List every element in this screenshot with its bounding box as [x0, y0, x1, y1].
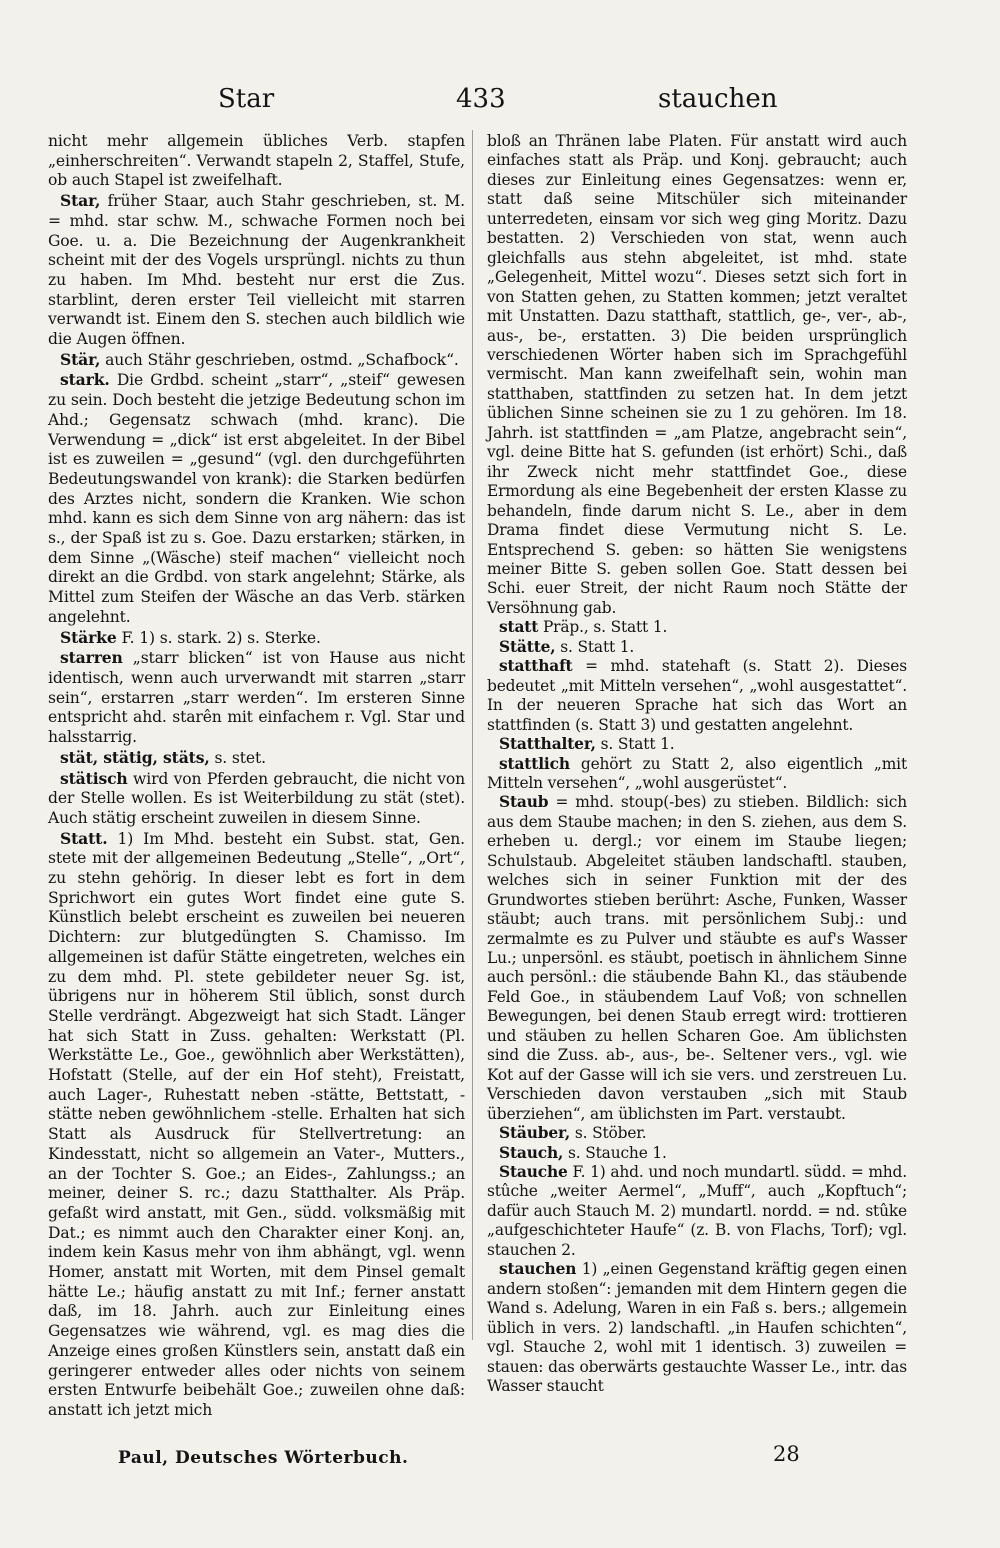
header-right-word: stauchen — [658, 84, 778, 114]
dictionary-entry — [48, 648, 465, 748]
entry-headword: stark. — [60, 370, 110, 390]
entry-headword: Stäuber, — [499, 1124, 571, 1143]
dictionary-entry — [487, 1163, 907, 1260]
entry-text: = mhd. statehaft (s. Statt 2). Dieses bedeutet „mit Mitteln versehen“, „wohl ausgestattet“. In der neueren Sprache hat sich das Wort an stattfinden (s. Statt 3) und gestatten angelehnt. — [487, 657, 907, 734]
entry-headword: stät, stätig, stäts, — [60, 747, 210, 767]
dictionary-entry — [487, 1260, 907, 1396]
entry-headword: Staub — [499, 793, 549, 812]
dictionary-entry — [48, 370, 465, 627]
entry-headword: stattlich — [499, 754, 570, 773]
entry-text: bloß an Thränen labe Platen. Für anstatt wird auch einfaches statt als Präp. und Konj. gebraucht; auch dieses zur Einleitung eines Gegensatzes: wenn er, statt daß seine Mitschüler sich miteinander unterredeten, einsam vor sich weg ging Moritz. Dazu bestatten. 2) Verschieden von stat, wenn auch gleichfalls aus stehn abgeleitet, ist mhd. state „Gelegenheit, Mittel wozu“. Dieses setzt sich fort in von Statten gehen, zu Statten kommen; jetzt veraltet mit Unstatten. Dazu statthaft, stattlich, ge-, ver-, ab-, aus-, be-, erstatten. 3) Die beiden ursprünglich verschiedenen Wörter haben sich im Sprachgefühl vermischt. Man kann zweifelhaft sein, wohin man statthaben, stattfinden zu setzen hat. In dem jetzt üblichen Sinne scheinen sie zu 1 zu gehören. Im 18. Jahrh. ist stattfinden = „am Platze, angebracht sein“, vgl. deine Bitte hat S. gefunden (ist erhört) Schi., daß ihr Zweck nicht mehr stattfindet Goe., diese Ermordung als eine Begebenheit der ersten Klasse zu behandeln, finde darum nicht S. Le., aber in dem Drama findet diese Vermutung nicht S. Le. Entsprechend S. geben: so hätten Sie wenigstens meiner Bitte S. geben sollen Goe. Statt dessen bei Schi. euer Streit, der nicht Raum noch Stätte der Versöhnung gab. — [487, 132, 907, 617]
left-column — [48, 132, 465, 1421]
entry-headword: Stär, — [60, 349, 101, 369]
dictionary-entry — [48, 350, 465, 371]
entry-text: = mhd. stoup(-bes) zu stieben. Bildlich: sich aus dem Staube machen; in den S. ziehen, aus dem S. erheben u. dergl.; vor einem im Staube liegen; Schulstaub. Abgeleitet stäuben landschaftl. stauben, welches sich in seiner Funktion mit der des Grundwortes stieben berührt: Asche, Funken, Wasser stäubt; auch trans. mit persönlichem Subj.: und zermalmte es zu Pulver und stäubte es auf's Wasser Lu.; unpersönl. es stäubt, poetisch in ähnlichem Sinne auch persönl.: die stäubende Bahn Kl., das stäubende Feld Goe., in stäubendem Lauf Voß; von schnellen Bewegungen, bei denen Staub erregt wird: trottieren und stäuben zu hellen Scharen Goe. Am üblichsten sind die Zuss. ab-, aus-, be-. Seltener vers., vgl. wie Kot auf der Gasse will ich sie vers. und zerstreuen Lu. Verschieden davon verstauben „sich mit Staub überziehen“, am üblichsten im Part. verstaubt. — [487, 793, 907, 1123]
entry-headword: Statt. — [60, 828, 108, 848]
entry-headword: Stärke — [60, 627, 117, 647]
dictionary-entry — [487, 1124, 907, 1143]
entry-text: F. 1) s. stark. 2) s. Sterke. — [121, 628, 321, 647]
entry-text: auch Stähr geschrieben, ostmd. „Schafbock“. — [105, 350, 459, 369]
header-left-word: Star — [218, 84, 275, 114]
entry-headword: Stätte, — [499, 637, 556, 656]
entry-headword: stauchen — [499, 1260, 577, 1279]
entry-headword: Stauche — [499, 1163, 568, 1182]
entry-text: s. stet. — [214, 748, 266, 767]
signature-mark: 28 — [773, 1442, 800, 1466]
entry-text: Präp., s. Statt 1. — [542, 618, 668, 637]
right-column — [487, 132, 907, 1396]
dictionary-entry — [487, 755, 907, 794]
entry-text: F. 1) ahd. und noch mundartl. südd. = mhd. stûche „weiter Aermel“, „Muff“, auch „Kopftuch“; dafür auch Stauch M. 2) mundartl. nordd. = nd. stûke „aufgeschichteter Haufe“ (z. B. von Flachs, Torf); vgl. stauchen 2. — [487, 1163, 907, 1259]
entry-headword: Stauch, — [499, 1143, 564, 1162]
dictionary-entry — [487, 793, 907, 1124]
entry-text: wird von Pferden gebraucht, die nicht von der Stelle wollen. Es ist Weiterbildung zu stät (stet). Auch stätig erscheint zuweilen in diesem Sinne. — [48, 769, 465, 827]
dictionary-entry — [48, 628, 465, 649]
dictionary-entry — [487, 1144, 907, 1163]
entry-text: gehört zu Statt 2, also eigentlich „mit Mitteln versehen“, „wohl ausgerüstet“. — [487, 754, 907, 792]
entry-headword: stätisch — [60, 768, 128, 788]
entry-headword: Statthalter, — [499, 735, 596, 754]
entry-text: nicht mehr allgemein übliches Verb. stapfen „einherschreiten“. Verwandt stapeln 2, Staffel, Stufe, ob auch Stapel ist zweifelhaft. — [48, 132, 465, 190]
entry-text: 1) „einen Gegenstand kräftig gegen einen andern stoßen“: jemanden mit dem Hintern gegen die Wand s. Adelung, Waren in ein Faß s. bers.; allgemein üblich in vers. 2) landschaftl. „in Haufen schichten“, vgl. Stauche 2, wohl mit 1 identisch. 3) zuweilen = stauen: das oberwärts gestauchte Wasser Le., intr. das Wasser staucht — [487, 1260, 907, 1395]
dictionary-entry — [48, 191, 465, 350]
dictionary-entry — [487, 618, 907, 637]
entry-text: früher Staar, auch Stahr geschrieben, st. M. = mhd. star schw. M., schwache Formen noch bei Goe. u. a. Die Bezeichnung der Augenkrankheit scheint mit der des Vogels ursprüngl. nichts zu thun zu haben. Im Mhd. besteht nur erst die Zus. starblint, deren erster Teil vielleicht mit starren verwandt ist. Einem den S. stechen auch bildlich wie die Augen öffnen. — [48, 192, 465, 349]
entry-text: Die Grdbd. scheint „starr“, „steif“ gewesen zu sein. Doch besteht die jetzige Bedeutung schon im Ahd.; Gegensatz schwach (mhd. kranc). Die Verwendung = „dick“ ist erst abgeleitet. In der Bibel ist es zuweilen = „gesund“ (vgl. den durchgeführten Bedeutungswandel von krank): die Starken bedürfen des Arztes nicht, sondern die Kranken. Wie schon mhd. kann es sich dem Sinne von arg nähern: das ist s., der Spaß ist zu s. Goe. Dazu erstarken; stärken, in dem Sinne „(Wäsche) steif machen“ vielleicht noch direkt an die Grdbd. von stark angelehnt; Stärke, als Mittel zum Steifen der Wäsche an das Verb. stärken angelehnt. — [48, 371, 465, 626]
entry-headword: starren — [60, 648, 123, 668]
column-divider — [472, 130, 473, 1340]
entry-text: s. Stauche 1. — [568, 1143, 667, 1162]
dictionary-entry — [48, 829, 465, 1421]
dictionary-entry — [487, 638, 907, 657]
dictionary-entry — [487, 657, 907, 735]
entry-headword: statt — [499, 618, 539, 637]
entry-text: „starr blicken“ ist von Hause aus nicht identisch, wenn auch urverwandt mit starren „starr sein“, erstarren „starr werden“. Im ersteren Sinne entspricht ahd. starên mit einfachem r. Vgl. Star und halsstarrig. — [48, 649, 465, 747]
entry-headword: Star, — [60, 191, 101, 211]
entry-text: s. Statt 1. — [560, 637, 635, 656]
entry-text: 1) Im Mhd. besteht ein Subst. stat, Gen. stete mit der allgemeinen Bedeutung „Stelle“, „Ort“, zu stehn gehörig. In dieser lebt es fort in dem Sprichwort ein gutes Wort findet eine gute S. Künstlich belebt erscheint es zuweilen bei neueren Dichtern: zur blutgedüngten S. Chamisso. Im allgemeinen ist dafür Stätte eingetreten, welches ein zu dem mhd. Pl. stete gebildeter neuer Sg. ist, übrigens nur in höherem Stil üblich, sonst durch Stelle verdrängt. Abgezweigt hat sich Stadt. Länger hat sich Statt in Zuss. gehalten: Werkstatt (Pl. Werkstätte Le., Goe., gewöhnlich aber Werkstätten), Hofstatt (Stelle, auf der ein Hof steht), Freistatt, auch Lager-, Ruhestatt neben -stätte, Bettstatt, -stätte neben gewöhnlichem -stelle. Erhalten hat sich Statt als Ausdruck für Stellvertretung: an Kindesstatt, nicht so allgemein an Vater-, Mutters., an der Tochter S. Goe.; an Eides-, Zahlungss.; an meiner, deiner S. rc.; dazu Statthalter. Als Präp. gefaßt wird anstatt, mit Gen., südd. volksmäßig mit Dat.; es nimmt auch den Charakter einer Konj. an, indem kein Kasus mehr von ihm abhängt, vgl. wenn Homer, anstatt mit Worten, mit dem Pinsel gemalt hätte Le.; häufig anstatt zu mit Inf.; ferner anstatt daß, im 18. Jahrh. auch zur Einleitung eines Gegensatzes wie während, vgl. es mag dies die Anzeige eines großen Künstlers sein, anstatt daß ein geringerer entweder alles oder nichts von seinem ersten Entwurfe beibehält Goe.; zuweilen ohne daß: anstatt ich jetzt mich — [48, 829, 465, 1419]
page-number: 433 — [456, 84, 506, 114]
running-header — [48, 84, 958, 120]
dictionary-entry — [48, 769, 465, 829]
dictionary-entry — [487, 132, 907, 618]
dictionary-entry — [48, 132, 465, 191]
entry-headword: statthaft — [499, 657, 573, 676]
dictionary-entry — [487, 735, 907, 754]
entry-text: s. Statt 1. — [600, 735, 675, 754]
dictionary-entry — [48, 748, 465, 769]
footer-title: Paul, Deutsches Wörterbuch. — [118, 1448, 409, 1468]
entry-text: s. Stöber. — [574, 1124, 647, 1143]
